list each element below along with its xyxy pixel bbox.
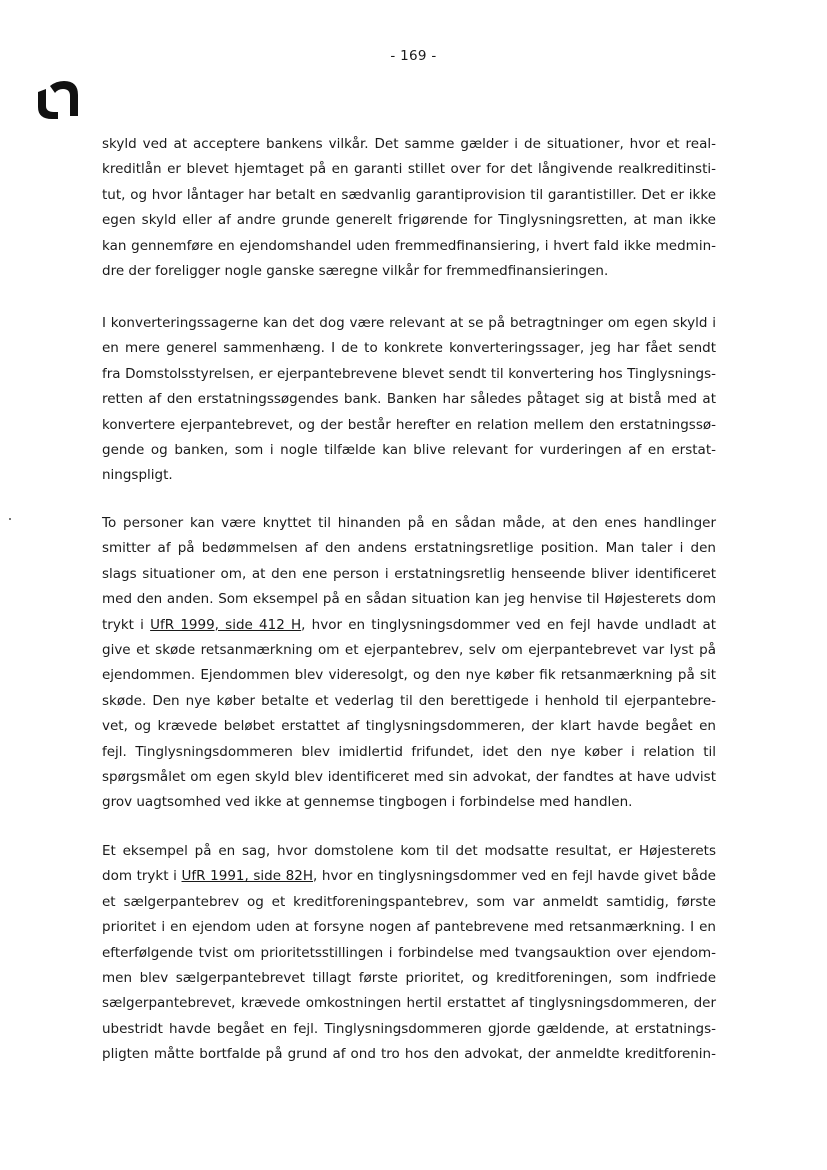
- paragraph-4: [102, 839, 716, 1068]
- text-line-with-reference: [102, 613, 716, 638]
- ref-before: dom trykt i: [102, 868, 182, 885]
- text-line: smitter af på bedømmelsen af den andens erstatningsretlige position. Man taler i den: [102, 540, 716, 557]
- text-line: I konverteringssagerne kan det dog være relevant at se på betragtninger om egen skyld i: [102, 315, 716, 331]
- text-line: ejendommen. Ejendommen blev videresolgt, og den nye køber fik retsanmærkning på sit: [102, 667, 716, 684]
- text-line: retten af den erstatningssøgendes bank. Banken har således påtaget sig at bistå med at: [102, 391, 716, 408]
- ref-after: , hvor en tinglysningsdommer ved en fejl havde givet både: [313, 868, 716, 885]
- text-line-with-reference: [102, 864, 716, 889]
- text-line: tut, og hvor låntager har betalt en sædvanlig garantiprovision til garantistiller. Det er ikke: [102, 186, 716, 203]
- text-line: egen skyld eller af andre grunde generelt frigørende for Tinglysningsretten, at man ikke: [102, 212, 716, 229]
- text-line: sælgerpantebrevet, krævede omkostningen hertil erstattet af tinglysningsdommeren, der: [102, 995, 716, 1012]
- text-line: slags situationer om, at den ene person i erstatningsretlig henseende bliver identificeret: [102, 565, 716, 582]
- scan-speck: [9, 518, 11, 520]
- text-line: men blev sælgerpantebrevet tillagt første prioritet, og kreditforeningen, som indfriede: [102, 970, 716, 987]
- text-line: pligten måtte bortfalde på grund af ond tro hos den advokat, der anmeldte kreditforenin-: [102, 1046, 716, 1063]
- text-line: kan gennemføre en ejendomshandel uden fremmedfinansiering, i hvert fald ikke medmin-: [102, 237, 716, 254]
- text-line: fra Domstolsstyrelsen, er ejerpantebrevene blevet sendt til konvertering hos Tinglysnings-: [102, 365, 716, 382]
- paragraph-1: [102, 132, 716, 284]
- text-line: skyld ved at acceptere bankens vilkår. Det samme gælder i de situationer, hvor et real-: [102, 136, 716, 152]
- text-line: prioritet i en ejendom uden at forsyne nogen af pantebrevene med retsanmærkning. I en: [102, 919, 716, 936]
- text-line: et sælgerpantebrev og et kreditforeningspantebrev, som var anmeldt samtidig, første: [102, 893, 716, 910]
- ref-before: trykt i: [102, 616, 151, 633]
- text-line: med den anden. Som eksempel på en sådan situation kan jeg henvise til Højesterets dom: [102, 591, 716, 608]
- text-line: grov uagtsomhed ved ikke at gennemse tingbogen i forbindelse med handlen.: [102, 794, 633, 811]
- text-line: konvertere ejerpantebrevet, og der består herefter en relation mellem den erstatningssø-: [102, 416, 716, 433]
- text-line: To personer kan være knyttet til hinanden på en sådan måde, at den enes handlinger: [102, 515, 716, 531]
- text-line: spørgsmålet om egen skyld blev identificeret med sin advokat, der fandtes at have udvist: [102, 769, 716, 786]
- text-line: en mere generel sammenhæng. I de to konkrete konverteringssager, jeg har fået sendt: [102, 340, 716, 357]
- text-line: dre der foreligger nogle ganske særegne vilkår for fremmedfinansieringen.: [102, 263, 609, 280]
- text-line: ningspligt.: [102, 467, 173, 484]
- publisher-logo-icon: [36, 80, 80, 120]
- text-line: skøde. Den nye køber betalte et vederlag til den berettigede i henhold til ejerpantebre-: [102, 692, 716, 709]
- text-line: kreditlån er blevet hjemtaget på en garanti stillet over for det långivende realkreditinsti-: [102, 161, 716, 178]
- case-reference-link[interactable]: UfR 1991, side 82H: [181, 868, 313, 885]
- text-line: ubestridt havde begået en fejl. Tinglysningsdommeren gjorde gældende, at erstatnings-: [102, 1020, 716, 1037]
- text-line: give et skøde retsanmærkning om et ejerpantebrev, selv om ejerpantebrevet var lyst på: [102, 642, 716, 659]
- ref-after: , hvor en tinglysningsdommer ved en fejl havde undladt at: [301, 616, 717, 633]
- paragraph-2: [102, 311, 716, 489]
- page-number: - 169 -: [390, 48, 437, 64]
- case-reference-link[interactable]: UfR 1999, side 412 H: [150, 616, 302, 633]
- text-line: vet, og krævede beløbet erstattet af tinglysningsdommeren, der klart havde begået en: [102, 718, 716, 735]
- text-line: Et eksempel på en sag, hvor domstolene kom til det modsatte resultat, er Højesterets: [102, 843, 716, 859]
- text-line: fejl. Tinglysningsdommeren blev imidlertid frifundet, idet den nye køber i relation til: [102, 743, 716, 760]
- text-line: gende og banken, som i nogle tilfælde kan blive relevant for vurderingen af en erstat-: [102, 442, 716, 459]
- paragraph-3: [102, 511, 716, 816]
- text-line: efterfølgende tvist om prioritetsstillingen i forbindelse med tvangsauktion over ejendom-: [102, 944, 716, 961]
